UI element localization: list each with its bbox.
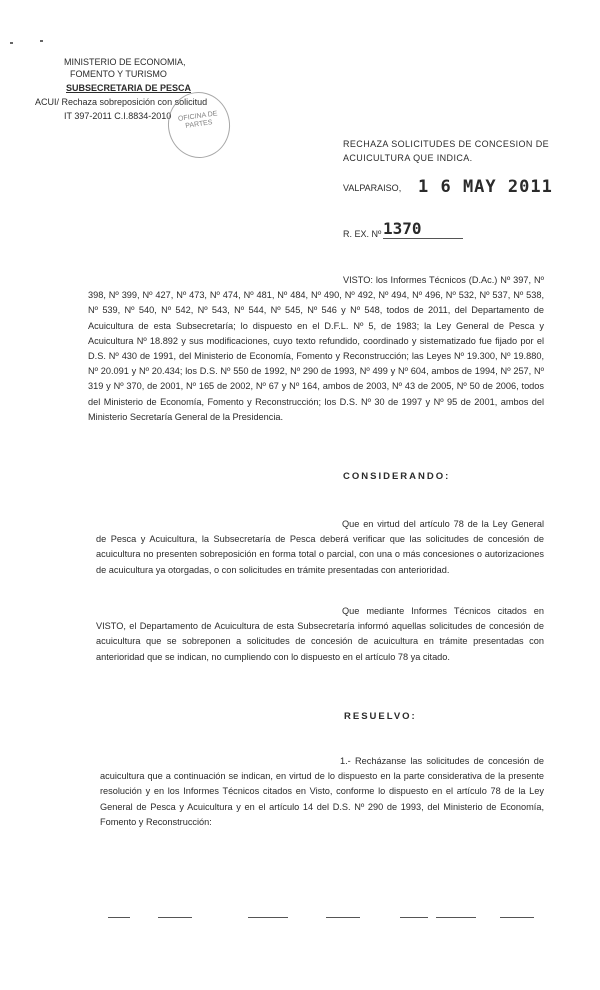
ministry-line-2: FOMENTO Y TURISMO	[70, 69, 167, 79]
ministry-line-1: MINISTERIO DE ECONOMIA,	[64, 57, 186, 67]
reference-line-2: IT 397-2011 C.I.8834-2010	[64, 111, 172, 121]
date-stamp: 1 6 MAY 2011	[418, 177, 553, 197]
scan-mark	[40, 40, 43, 42]
stamp-text: OFICINA DE PARTES	[177, 110, 218, 130]
considerando-paragraph-2: Que mediante Informes Técnicos citados en VISTO, el Departamento de Acuicultura de esta Subsecretaría informó aquellas solicitudes de concesión de acuicultura que se sobreponen a solicitudes de concesión de acuicultura en trámite presentadas con anterioridad que se indican, no cumpliendo con lo dispuesto en el artículo 78 ya citado.	[96, 606, 544, 662]
resuelvo-paragraph-1: 1.- Recházanse las solicitudes de concesión de acuicultura que a continuación se indican, en virtud de lo dispuesto en la parte considerativa de la presente resolución y en los Informes Técnicos citados en Visto, conforme lo dispuesto en el artículo 78 de la Ley General de Pesca y Acuicultura y en el artículo 14 del D.S. Nº 290 de 1993, del Ministerio de Economía, Fomento y Reconstrucción:	[100, 756, 544, 827]
table-rule	[400, 917, 428, 918]
table-rule	[326, 917, 360, 918]
considerando-paragraph-1: Que en virtud del artículo 78 de la Ley General de Pesca y Acuicultura, la Subsecretaría de Pesca deberá verificar que las solicitudes de concesión de acuicultura no presenten sobreposición en forma total o parcial, con una o más concesiones o autorizaciones de acuicultura ya otorgadas, o con solicitudes en trámite presentadas con anterioridad.	[96, 519, 544, 575]
subsecretaria-title: SUBSECRETARIA DE PESCA	[66, 83, 192, 93]
subject-line-2: ACUICULTURA QUE INDICA.	[343, 153, 473, 163]
table-rule	[158, 917, 192, 918]
table-rule	[108, 917, 130, 918]
scan-mark	[10, 42, 13, 44]
table-rule	[500, 917, 534, 918]
considerando-heading: CONSIDERANDO:	[343, 471, 451, 482]
resuelvo-heading: RESUELVO:	[344, 711, 417, 722]
visto-paragraph: VISTO: los Informes Técnicos (D.Ac.) Nº 397, Nº 398, Nº 399, Nº 427, Nº 473, Nº 474, Nº 481, Nº 484, Nº 490, Nº 492, Nº 494, Nº 496, Nº 532, Nº 537, Nº 538, Nº 539, Nº 540, Nº 542, Nº 543, Nº 544, Nº 545, Nº 546 y Nº 548, todos de 2011, del Departamento de Acuicultura de esta Subsecretaría; lo dispuesto en el D.F.L. Nº 5, de 1983; la Ley General de Pesca y Acuicultura Nº 18.892 y sus modificaciones, cuyo texto refundido, coordinado y sistematizado fue fijado por el D.S. Nº 430 de 1991, del Ministerio de Economía, Fomento y Reconstrucción; las Leyes Nº 19.300, Nº 19.880, Nº 20.091 y Nº 20.434; los D.S. Nº 550 de 1992, Nº 290 de 1993, Nº 499 y Nº 604, ambos de 1994, Nº 257, Nº 319 y Nº 370, de 2001, Nº 165 de 2002, Nº 67 y Nº 164, ambos de 2003, Nº 43 de 2005, Nº 50 de 2006, todos del Ministerio de Economía, Fomento y Reconstrucción; los D.S. Nº 30 de 1997 y Nº 95 de 2001, ambos del Ministerio Secretaría General de la Presidencia.	[88, 275, 544, 422]
reference-line-1: ACUI/ Rechaza sobreposición con solicitud	[35, 97, 208, 107]
date-place: VALPARAISO,	[343, 183, 402, 193]
exenta-number: 1370	[383, 219, 422, 238]
exenta-label: R. EX. Nº	[343, 229, 382, 239]
table-rule	[436, 917, 476, 918]
number-underline	[383, 238, 463, 239]
subject-line-1: RECHAZA SOLICITUDES DE CONCESION DE	[343, 139, 550, 149]
table-rule	[248, 917, 288, 918]
